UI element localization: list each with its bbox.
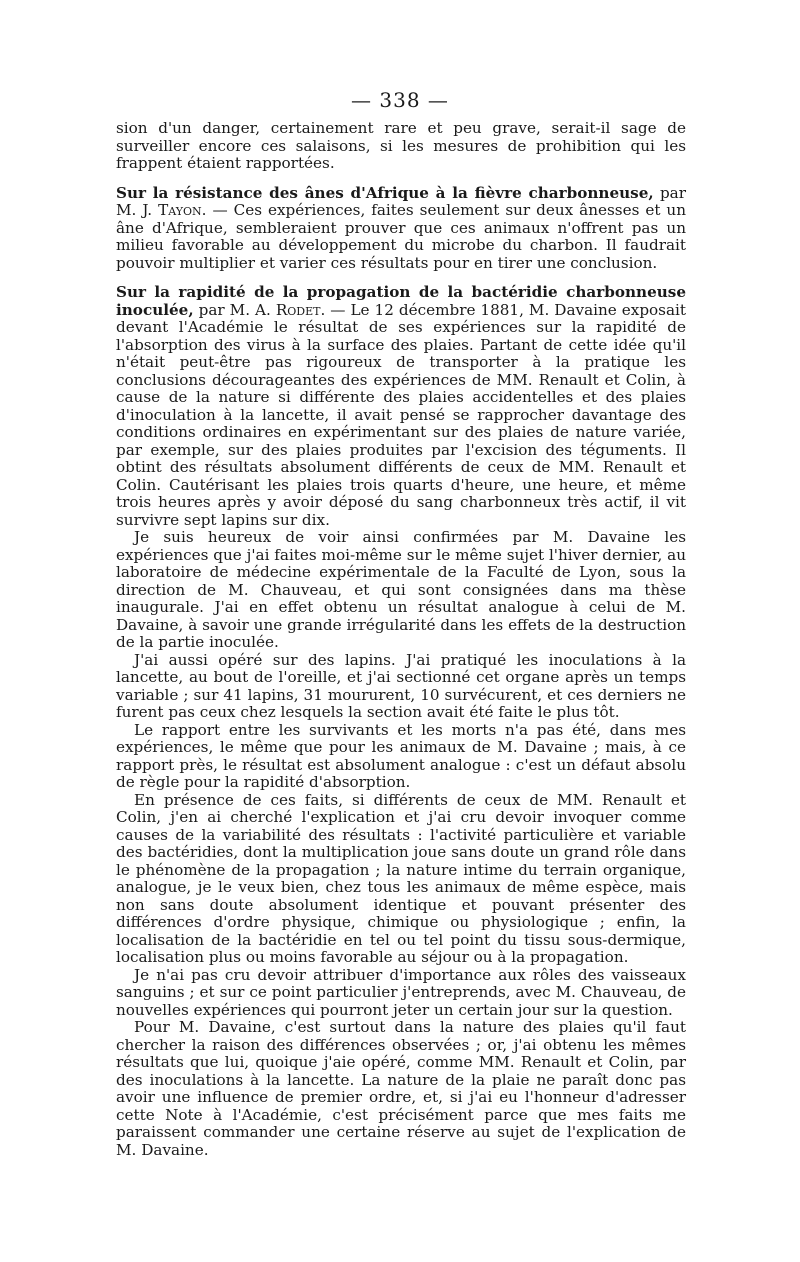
section-byline: par M. J. [116, 183, 686, 219]
body-paragraph: Pour M. Davaine, c'est surtout dans la nature des plaies qu'il faut chercher la raison des différences observées ; or, j'ai obtenu les mêmes résultats que lui, quoique j'aie opéré, comme MM. Renault et Colin, par des inoculations à la lancette. La nature de la plaie ne paraît donc pas avoir une influence de premier ordre, et, si j'ai eu l'honneur d'adresser cette Note à l'Académie, c'est précisément parce que mes faits me paraissent commander une certaine réserve au sujet de l'explication de M. Davaine. [116, 1018, 686, 1159]
body-paragraph: Je suis heureux de voir ainsi confirmées par M. Davaine les expériences que j'ai faites moi-même sur le même sujet l'hiver dernier, au laboratoire de médecine expérimentale de la Faculté de Lyon, sous la direction de M. Chauveau, et qui sont consignées dans ma thèse inaugurale. J'ai en effet obtenu un résultat analogue à celui de M. Davaine, à savoir une grande irrégularité dans les effets de la destruction de la partie inoculée. [116, 528, 686, 651]
section-heading: Sur la rapidité de la propagation de la bactéridie charbonneuse inoculée, [116, 283, 686, 319]
section-author: Rodet. [275, 300, 326, 319]
body-paragraph: Le rapport entre les survivants et les morts n'a pas été, dans mes expériences, le même que pour les animaux de M. Davaine ; mais, à ce rapport près, le résultat est absolument analogue : c'est un défaut absolu de règle pour la rapidité d'absorption. [116, 720, 686, 791]
section-text: — Ces expériences, faites seulement sur deux ânesses et un âne d'Afrique, sembleraient prouver que ces animaux n'offrent pas un milieu favorable au développement du microbe du charbon. Il faudrait pouvoir multiplier et varier ces résultats pour en tirer une conclusion. [116, 201, 686, 272]
section-rodet [116, 284, 686, 529]
section-text: — Le 12 décembre 1881, M. Davaine exposait devant l'Académie le résultat de ses expériences sur la rapidité de l'absorption des virus à la surface des plaies. Partant de cette idée qu'il n'était peut-être pas rigoureux de transporter à la pratique les conclusions décourageantes des expériences de MM. Renault et Colin, à cause de la nature si différente des plaies accidentelles et des plaies d'inoculation à la lancette, il avait pensé se rapprocher davantage des conditions ordinaires en expérimentant sur des plaies de nature variée, par exemple, sur des plaies produites par l'excision des téguments. Il obtint des résultats absolument différents de ceux de MM. Renault et Colin. Cautérisant les plaies trois quarts d'heure, une heure, et même trois heures après y avoir déposé du sang charbonneux très actif, il vit survivre sept lapins sur dix. [116, 300, 686, 529]
body-paragraph: J'ai aussi opéré sur des lapins. J'ai pratiqué les inoculations à la lancette, au bout de l'oreille, et j'ai sectionné cet organe après un temps variable ; sur 41 lapins, 31 moururent, 10 survécurent, et ces derniers ne furent pas ceux chez lesquels la section avait été faite le plus tôt. [116, 650, 686, 721]
page-number: — 338 — [351, 88, 449, 112]
text-body [116, 120, 686, 1159]
section-heading: Sur la résistance des ânes d'Afrique à la fièvre charbonneuse, [116, 183, 654, 202]
section-byline: par M. A. [193, 300, 276, 319]
section-tayon [116, 185, 686, 273]
body-paragraph: En présence de ces faits, si différents de ceux de MM. Renault et Colin, j'en ai cherché l'explication et j'ai cru devoir invoquer comme causes de la variabilité des résultats : l'activité particulière et variable des bactéridies, dont la multiplication joue sans doute un grand rôle dans le phénomène de la propagation ; la nature intime du terrain organique, analogue, je le veux bien, chez tous les animaux de même espèce, mais non sans doute absolument identique et pouvant présenter des différences d'ordre physique, chimique ou physiologique ; enfin, la localisation de la bactéridie en tel ou tel point du tissu sous-dermique, localisation plus ou moins favorable au séjour ou à la propagation. [116, 790, 686, 966]
body-paragraph: Je n'ai pas cru devoir attribuer d'importance aux rôles des vaisseaux sanguins ; et sur ce point particulier j'entreprends, avec M. Chauveau, de nouvelles expériences qui pourront jeter un certain jour sur la question. [116, 965, 686, 1019]
section-author: Tayon. [158, 201, 207, 219]
continuation-paragraph: sion d'un danger, certainement rare et peu grave, serait-il sage de surveiller encore ces salaisons, si les mesures de prohibition qui les frappent étaient rapportées. [116, 119, 686, 172]
